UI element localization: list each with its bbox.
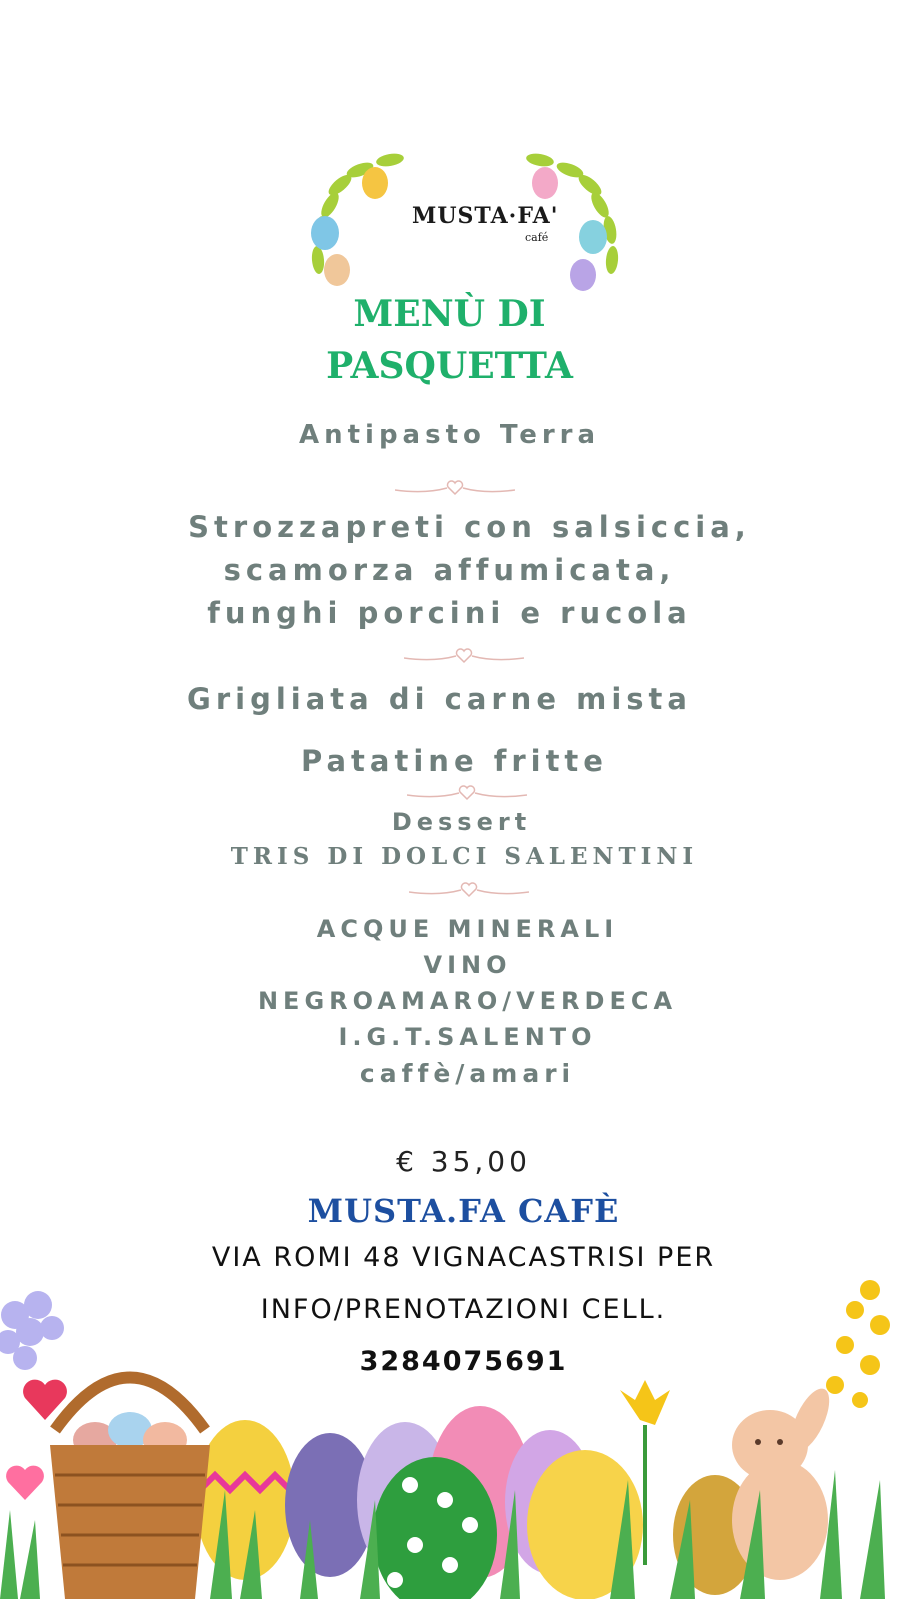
primo-line3: funghi porcini e rucola [207,596,692,630]
hydrangea-icon [0,1291,64,1370]
antipasto: Antipasto Terra [298,420,601,450]
drink-5: caffè/amari [359,1059,576,1088]
easter-decoration [0,1270,899,1599]
logo-sub: café [525,231,549,244]
dessert: TRIS DI DOLCI SALENTINI [230,843,699,870]
logo-name: MUSTA·FA' [412,203,559,229]
basket-icon [50,1378,210,1599]
contorno: Patatine fritte [301,744,608,778]
drink-4: I.G.T.SALENTO [338,1023,597,1051]
drink-2: VINO [423,951,512,979]
bunny-icon [732,1383,837,1580]
primo-line1: Strozzapreti con salsiccia, [188,510,751,544]
heart-divider-icon [404,646,524,666]
yellow-flowers-icon [826,1280,890,1408]
logo-wreath [300,145,630,305]
address-line1: VIA ROMI 48 VIGNACASTRISI PER [211,1242,716,1273]
secondo: Grigliata di carne mista [187,682,692,716]
menu-title-line1: MENÙ DI [353,293,546,335]
menu-title-line2: PASQUETTA [326,345,573,387]
primo-line2: scamorza affumicata, [223,553,676,587]
phone-number: 3284075691 [359,1346,568,1377]
heart-divider-icon [395,478,515,498]
cafe-name: MUSTA.FA CAFÈ [307,1192,620,1230]
heart-divider-icon [409,880,529,900]
dessert-label: Dessert [391,808,532,836]
heart-divider-icon [407,783,527,803]
drink-1: ACQUE MINERALI [316,915,619,943]
address-line2: INFO/PRENOTAZIONI CELL. [260,1294,667,1325]
price: € 35,00 [396,1145,531,1178]
drink-3: NEGROAMARO/VERDECA [257,987,678,1015]
